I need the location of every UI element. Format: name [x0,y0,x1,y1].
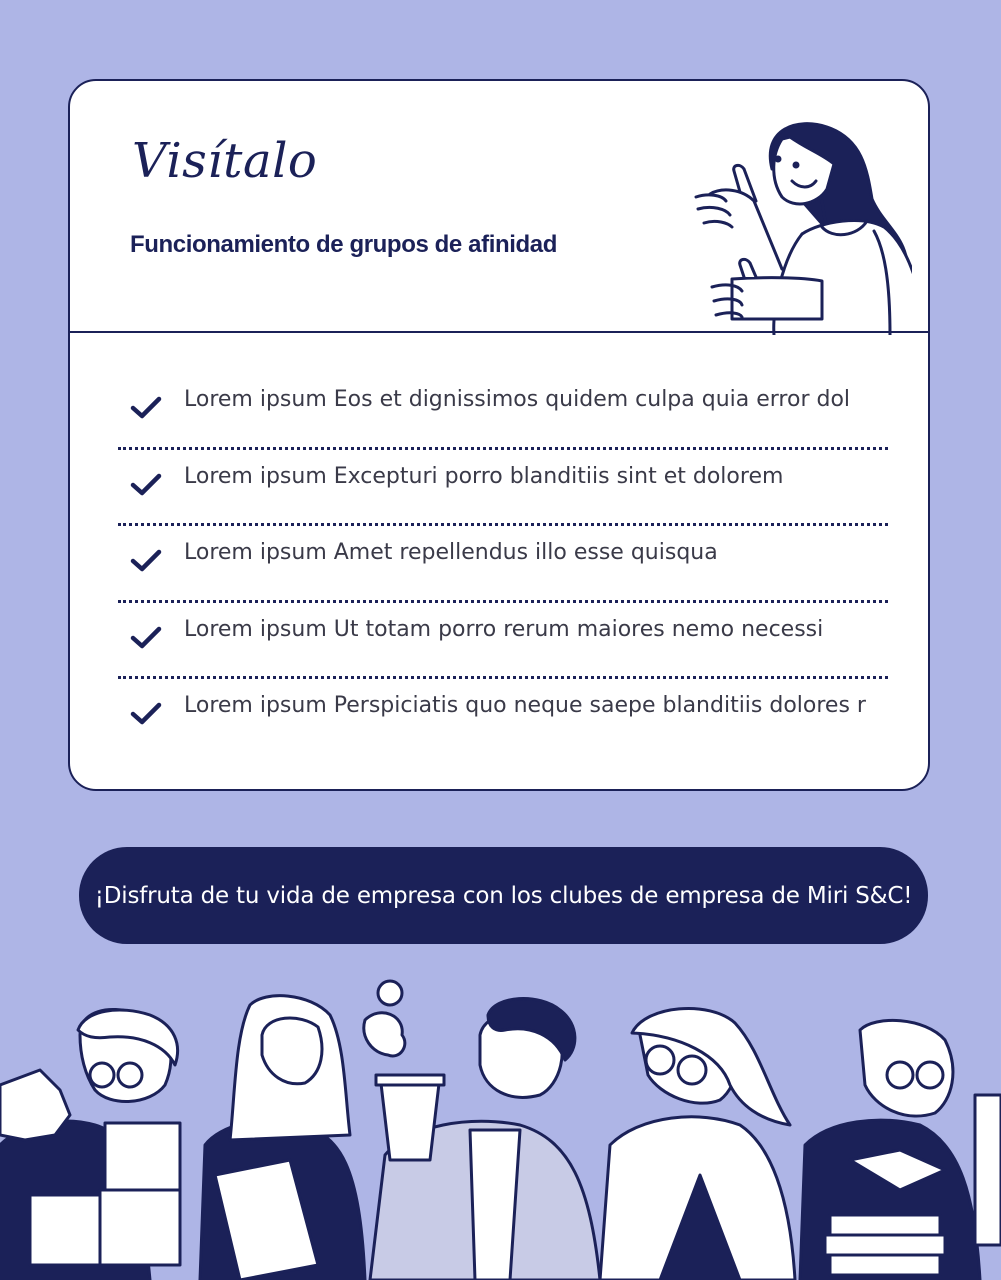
card-title: Visítalo [132,133,318,189]
list-item-text: Lorem ipsum Perspiciatis quo neque saepe blanditiis dolores r [184,693,866,718]
check-icon [130,548,162,574]
check-icon [130,395,162,421]
check-icon [130,472,162,498]
card-subtitle: Funcionamiento de grupos de afinidad [130,231,557,258]
feature-checklist [118,373,888,756]
cta-text: ¡Disfruta de tu vida de empresa con los clubes de empresa de Miri S&C! [94,882,913,909]
people-group-illustration [0,975,1001,1280]
list-item [118,450,888,527]
check-icon [130,625,162,651]
list-item-text: Lorem ipsum Eos et dignissimos quidem culpa quia error dol [184,387,851,412]
list-item-text: Lorem ipsum Ut totam porro rerum maiores nemo necessi [184,616,824,642]
check-icon [130,701,162,727]
list-item-text: Lorem ipsum Excepturi porro blanditiis sint et dolorem [184,463,784,489]
woman-gesturing-illustration [622,109,912,335]
list-item-text: Lorem ipsum Amet repellendus illo esse quisqua [184,540,718,565]
list-item [118,526,888,603]
cta-banner[interactable] [79,847,928,944]
list-item [118,679,888,756]
list-item [118,373,888,450]
card-header [70,81,928,333]
list-item [118,603,888,680]
info-card [68,79,930,791]
